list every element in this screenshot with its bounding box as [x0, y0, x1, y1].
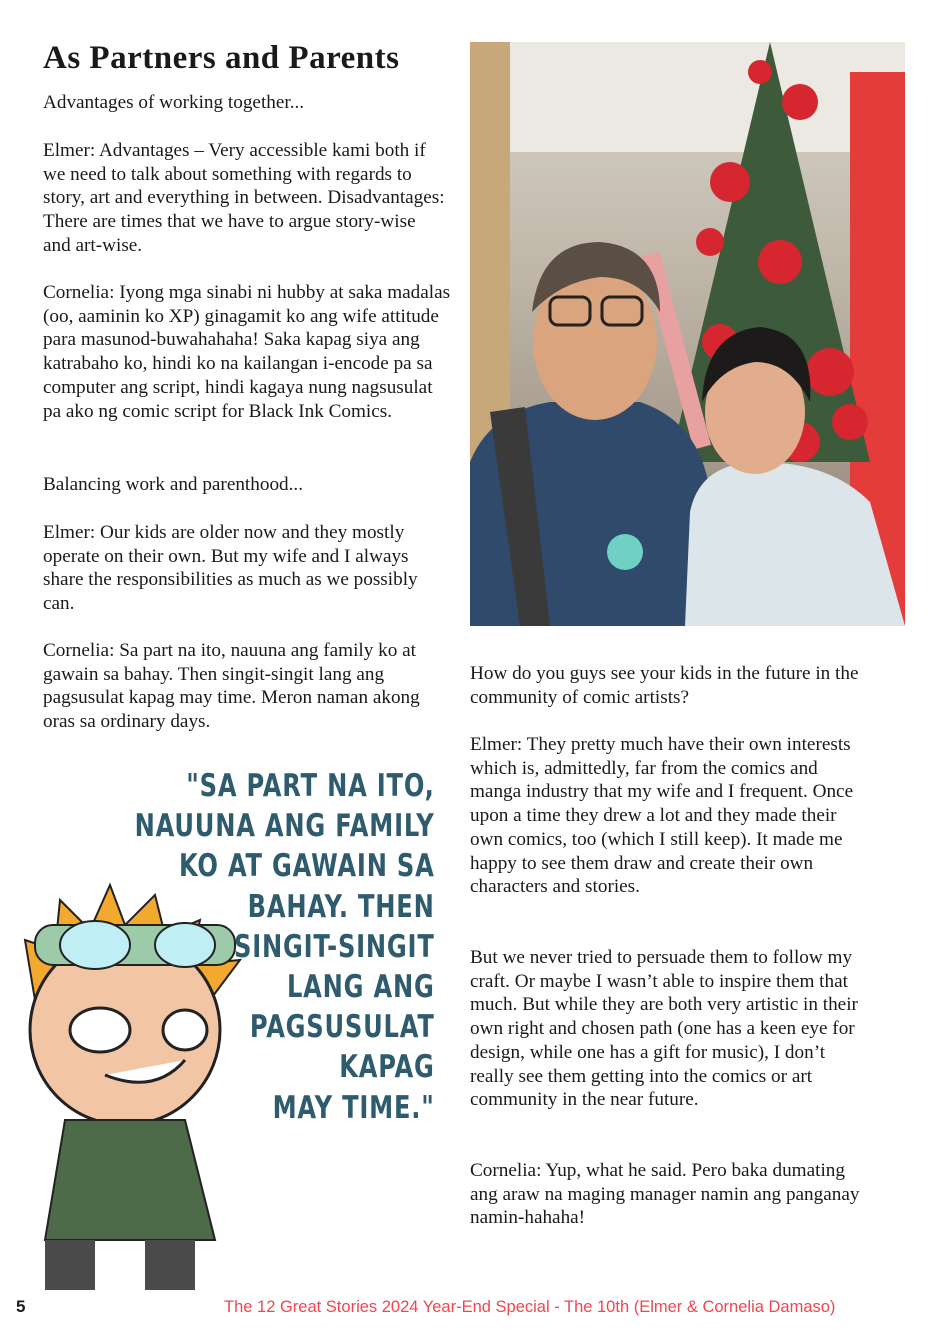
- paragraph: Cornelia: Yup, what he said. Pero baka dumating ang araw na maging manager namin ang panganay namin-hahaha!: [470, 1160, 860, 1229]
- quote-line: MAY TIME.": [272, 1089, 435, 1126]
- quote-line: NAUUNA ANG FAMILY: [135, 808, 435, 845]
- photo-illustration: [470, 42, 905, 626]
- paragraph: Elmer: Our kids are older now and they mostly operate on their own. But my wife and I always share the responsibilities as much as we possibly can.: [43, 522, 418, 615]
- paragraph: How do you guys see your kids in the future in the community of comic artists?: [470, 663, 859, 708]
- paragraph: But we never tried to persuade them to follow my craft. Or maybe I wasn’t able to inspire them that much. But while they are both very artistic in their own right and chosen path (one has a keen eye for design, while one has a gift for music), I don’t really see them getting into the comics or art community in the near future.: [470, 947, 858, 1111]
- section-title: As Partners and Parents: [43, 40, 400, 76]
- paragraph: Elmer: Advantages – Very accessible kami both if we need to talk about something with regards to story, art and everything in between. Disadvantages: There are times that we have to argue story-wise and art-wise.: [43, 140, 445, 256]
- paragraph: Balancing work and parenthood...: [43, 474, 304, 495]
- quote-line: KAPAG: [339, 1049, 435, 1086]
- quote-line: LANG ANG: [287, 969, 435, 1006]
- pull-quote: [50, 766, 435, 1128]
- quote-line: PAGSUSULAT: [250, 1009, 435, 1046]
- paragraph: Cornelia: Iyong mga sinabi ni hubby at saka madalas (oo, aaminin ko XP) ginagamit ko ang wife attitude para masunod-buwahahaha! Saka kapag siya ang katrabaho ko, hindi ko na kailangan i-encode pa sa computer ang script, hindi kagaya nung nagsusulat pa ako ng comic script for Black Ink Comics.: [43, 282, 451, 422]
- couple-photo: [470, 42, 905, 626]
- quote-line: BAHAY. THEN: [248, 888, 435, 925]
- quote-line: "SA PART NA ITO,: [186, 768, 435, 804]
- quote-line: SINGIT-SINGIT: [234, 928, 435, 965]
- footer-title: The 12 Great Stories 2024 Year-End Special - The 10th (Elmer & Cornelia Damaso): [224, 1298, 836, 1316]
- paragraph: Elmer: They pretty much have their own interests which is, admittedly, far from the comics and manga industry that my wife and I frequent. Once upon a time they drew a lot and they made their own comics, too (which I still keep). It made me happy to see them draw and create their own characters and stories.: [470, 734, 854, 898]
- quote-line: KO AT GAWAIN SA: [179, 848, 435, 885]
- paragraph: Cornelia: Sa part na ito, nauuna ang family ko at gawain sa bahay. Then singit-singit lang ang pagsusulat kapag may time. Meron naman akong oras sa ordinary days.: [43, 640, 420, 733]
- page-number: 5: [16, 1297, 26, 1316]
- paragraph: Advantages of working together...: [43, 92, 305, 113]
